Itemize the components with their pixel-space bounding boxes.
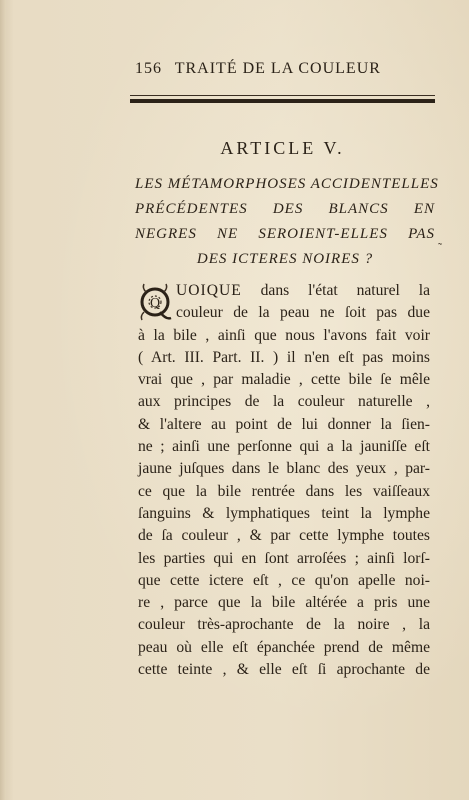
- running-header: [135, 60, 435, 78]
- body-line: couleur très-aprochante de la noire , la: [138, 616, 430, 634]
- subtitle-line: PRÉCÉDENTES DES BLANCS EN: [135, 201, 435, 217]
- first-word: UOIQUE: [176, 282, 242, 299]
- article-subtitle: [135, 172, 439, 272]
- body-line: les parties qui en ſont arroſées ; ainſi lorſ-: [138, 549, 430, 567]
- page-number: 156: [135, 60, 162, 77]
- subtitle-line: DES ICTERES NOIRES ?: [196, 251, 374, 267]
- article-body: [138, 280, 430, 681]
- header-rule-thin: [130, 95, 435, 96]
- body-line: vrai que , par maladie , cette bile ſe mêle: [138, 371, 430, 389]
- body-line: ce que la bile rentrée dans les vaiſſeaux: [138, 482, 430, 500]
- body-line: ſanguins & lymphatiques teint la lymphe: [138, 504, 430, 522]
- printer-mark: ˜: [438, 240, 442, 254]
- body-line: peau où elle eſt épanchée prend de même: [138, 638, 430, 656]
- body-line: ne ; ainſi une perſonne qui a la jauniſſe eſt: [138, 438, 430, 456]
- body-line: que cette ictere eſt , ce qu'on apelle noi-: [138, 571, 430, 589]
- body-line: à la bile , ainſi que nous l'avons fait voir: [138, 326, 430, 344]
- body-line: aux principes de la couleur naturelle ,: [138, 393, 430, 411]
- body-line: jaune juſques dans le blanc des yeux , par-: [138, 460, 430, 478]
- running-title: TRAITÉ DE LA COULEUR: [174, 60, 381, 77]
- subtitle-line: NEGRES NE SEROIENT-ELLES PAS: [135, 226, 435, 242]
- body-line: cette teinte , & elle eſt ſi aprochante de: [138, 661, 430, 679]
- body-line: de ſa couleur , & par cette lymphe toutes: [138, 527, 430, 545]
- body-line: re , parce que la bile altérée a pris une: [138, 594, 430, 612]
- header-rule-thick: [130, 99, 435, 103]
- article-title: ARTICLE V.: [220, 138, 345, 158]
- body-line: ( Art. III. Part. II. ) il n'en eſt pas moins: [138, 348, 430, 366]
- body-line: UOIQUE dans l'état naturel la: [176, 282, 430, 299]
- body-line: couleur de la peau ne ſoit pas due: [176, 304, 430, 322]
- subtitle-line: LES MÉTAMORPHOSES ACCIDENTELLES: [135, 176, 439, 192]
- dropcap-letter: Q: [149, 296, 161, 311]
- body-line: & l'altere au point de lui donner la ſien-: [138, 415, 430, 433]
- page-gutter: [0, 0, 6, 800]
